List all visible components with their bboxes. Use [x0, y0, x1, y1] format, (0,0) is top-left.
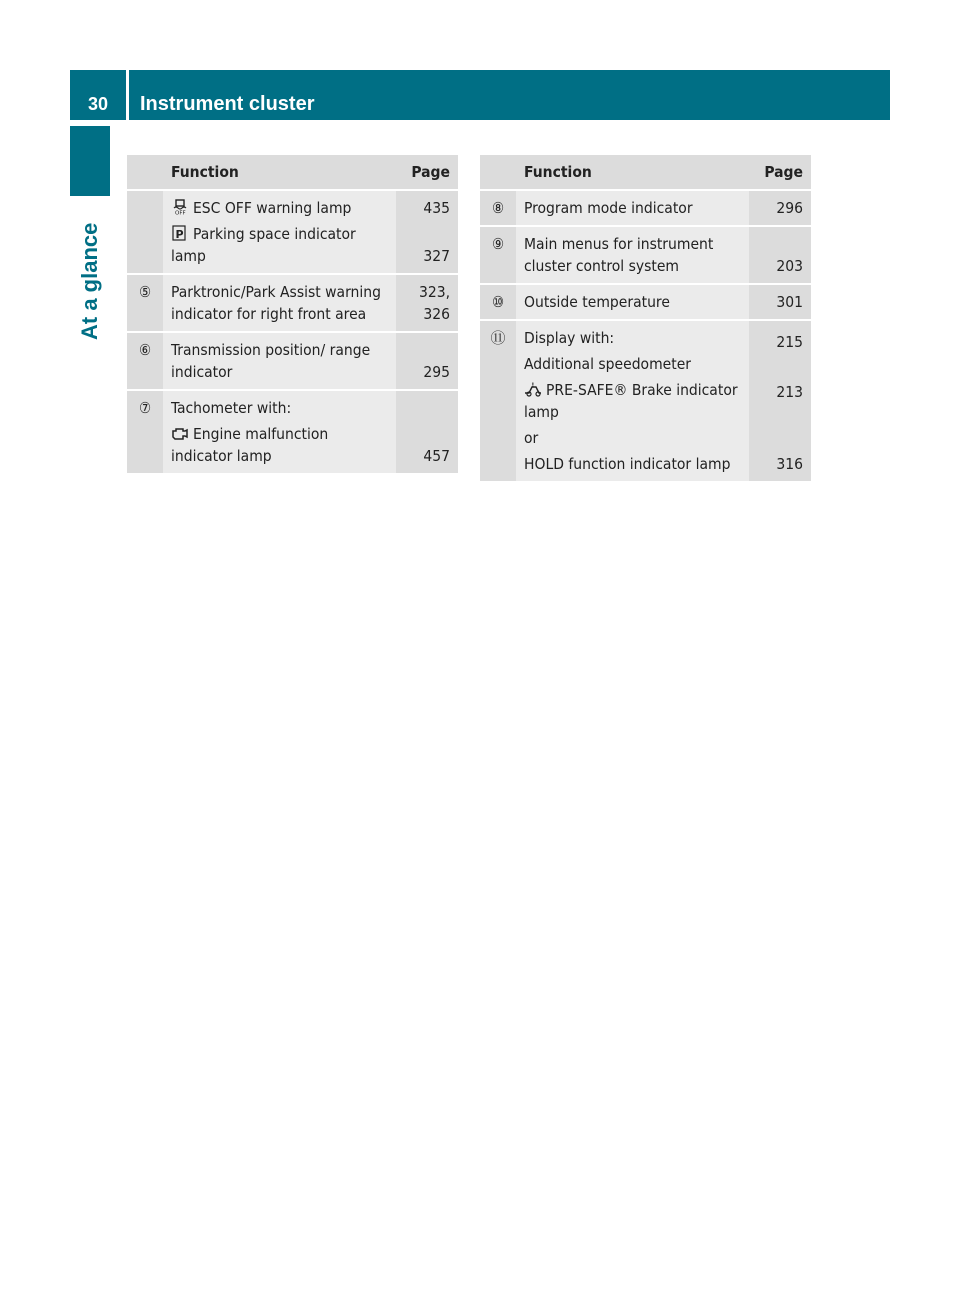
function-text: Program mode indicator [524, 199, 693, 217]
row-number: ⑤ [127, 274, 163, 332]
function-text: or [524, 429, 539, 447]
function-cell [163, 190, 396, 274]
function-cell [516, 190, 749, 226]
function-cell [163, 274, 396, 332]
table-row [480, 226, 811, 284]
function-cell [516, 284, 749, 320]
table-header-row [127, 155, 458, 190]
function-text: HOLD function indicator lamp [524, 455, 731, 473]
row-number: ⑪ [480, 320, 516, 481]
row-number: ⑩ [480, 284, 516, 320]
function-text: Parktronic/Park Assist warning indicator for right front area [171, 283, 381, 323]
function-line [171, 223, 388, 267]
page-ref: 215 [776, 333, 803, 351]
function-cell [516, 320, 749, 481]
function-text: Transmission position/ range indicator [171, 341, 371, 381]
table-row [127, 390, 458, 473]
function-table-right [480, 155, 811, 481]
page-ref: 301 [776, 293, 803, 311]
function-line [171, 197, 388, 219]
function-line [171, 423, 388, 467]
function-text: Engine malfunction indicator lamp [171, 425, 329, 465]
page-ref: 327 [423, 247, 450, 265]
page-cell [396, 274, 458, 332]
col-function-header: Function [516, 155, 749, 190]
row-number [127, 190, 163, 274]
page-cell [749, 226, 811, 284]
svg-text:!: ! [531, 382, 535, 389]
table-row [127, 332, 458, 390]
function-text: Tachometer with: [171, 399, 292, 417]
pre-safe-brake-icon [524, 381, 542, 397]
function-text: ESC OFF warning lamp [193, 199, 352, 217]
function-text: Additional speedometer [524, 355, 692, 373]
side-tab-marker [70, 126, 110, 196]
row-number: ⑥ [127, 332, 163, 390]
page-ref: 323, 326 [418, 283, 450, 323]
header-divider [126, 70, 129, 120]
function-table-left [127, 155, 458, 473]
page-number: 30 [87, 94, 109, 114]
page-ref: 457 [423, 447, 450, 465]
page-ref: 295 [423, 363, 450, 381]
function-cell [516, 226, 749, 284]
side-tab-label: At a glance [77, 222, 102, 340]
col-number-header [480, 155, 516, 190]
table-row [127, 190, 458, 274]
svg-text:OFF: OFF [175, 210, 186, 215]
row-number: ⑧ [480, 190, 516, 226]
parking-p-icon [171, 225, 189, 241]
table-row [480, 284, 811, 320]
function-text: Parking space indicator lamp [171, 225, 356, 265]
col-page-header: Page [396, 155, 458, 190]
row-number: ⑨ [480, 226, 516, 284]
function-line [524, 379, 741, 423]
engine-icon [171, 425, 189, 441]
table-row [127, 274, 458, 332]
page-title: Instrument cluster [140, 93, 315, 115]
col-function-header: Function [163, 155, 396, 190]
page-cell [749, 284, 811, 320]
page-cell [396, 332, 458, 390]
function-cell [163, 390, 396, 473]
page-cell [396, 390, 458, 473]
col-number-header [127, 155, 163, 190]
page-ref: 203 [776, 257, 803, 275]
page-ref: 316 [776, 455, 803, 473]
table-row [480, 190, 811, 226]
page-header [70, 70, 890, 120]
page-cell [749, 320, 811, 481]
esc-off-icon [171, 199, 189, 215]
col-page-header: Page [749, 155, 811, 190]
page-ref: 296 [776, 199, 803, 217]
table-header-row [480, 155, 811, 190]
table-row [480, 320, 811, 481]
function-text: Display with: [524, 329, 615, 347]
row-number: ⑦ [127, 390, 163, 473]
page-ref: 435 [423, 199, 450, 217]
function-cell [163, 332, 396, 390]
function-text: PRE-SAFE® Brake indicator lamp [524, 381, 738, 421]
function-text: Main menus for instrument cluster control system [524, 235, 714, 275]
svg-text:P: P [175, 228, 184, 241]
function-text: Outside temperature [524, 293, 670, 311]
page-cell [396, 190, 458, 274]
page-cell [749, 190, 811, 226]
page-ref: 213 [776, 383, 803, 401]
